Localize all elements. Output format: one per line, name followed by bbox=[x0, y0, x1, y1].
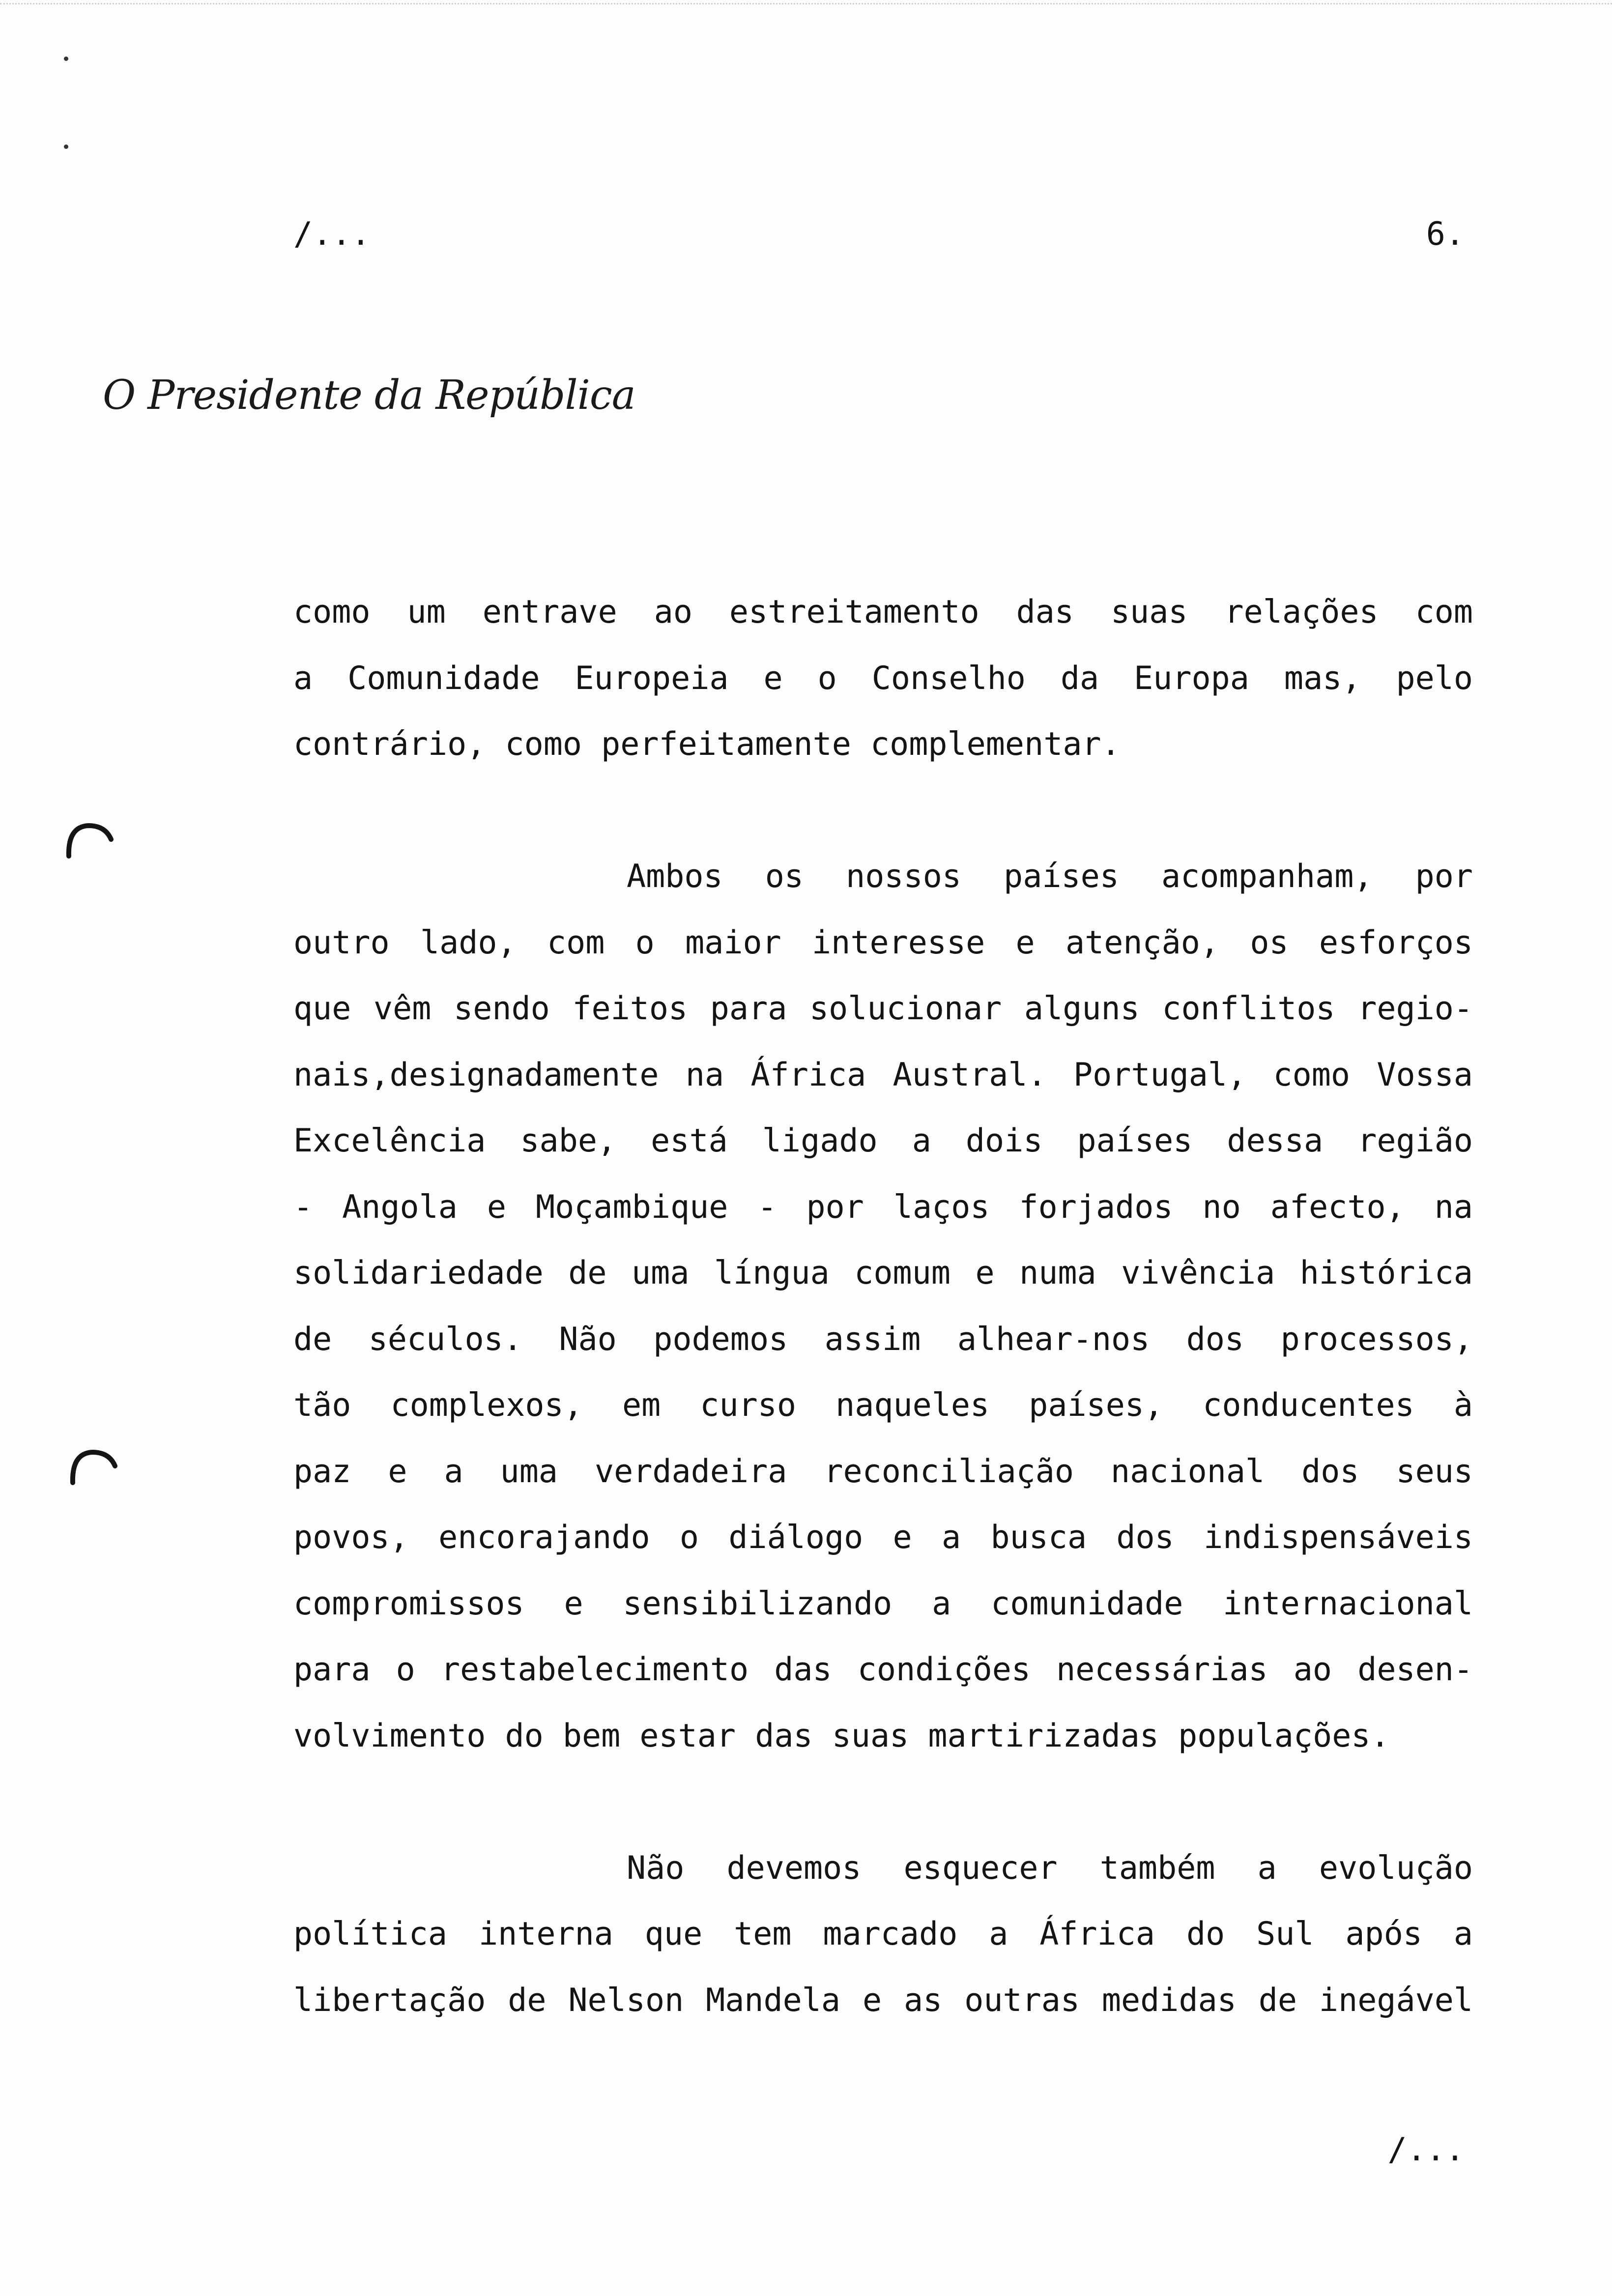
text-line: política interna que tem marcado a África do Sul após a bbox=[293, 1916, 1473, 1952]
text-line: para o restabelecimento das condições necessárias ao desen- bbox=[293, 1651, 1473, 1688]
footer-continuation-mark: /... bbox=[1387, 2131, 1465, 2168]
scan-edge-artifact bbox=[0, 3, 1612, 4]
text-line: nais,designadamente na África Austral. Portugal, como Vossa bbox=[293, 1056, 1473, 1093]
text-line: que vêm sendo feitos para solucionar alguns conflitos regio- bbox=[293, 990, 1473, 1027]
text-line: de séculos. Não podemos assim alhear-nos dos processos, bbox=[293, 1320, 1473, 1358]
punch-hole-mark bbox=[69, 1447, 118, 1487]
text-line: compromissos e sensibilizando a comunidade internacional bbox=[293, 1585, 1473, 1622]
header-continuation-mark: /... bbox=[293, 216, 371, 253]
text-line: Não devemos esquecer também a evolução bbox=[627, 1849, 1473, 1887]
text-line: tão complexos, em curso naqueles países, conducentes à bbox=[293, 1387, 1473, 1424]
text-line: a Comunidade Europeia e o Conselho da Europa mas, pelo bbox=[293, 660, 1473, 697]
paragraph bbox=[293, 844, 1473, 1769]
text-line: paz e a uma verdadeira reconciliação nacional dos seus bbox=[293, 1453, 1473, 1490]
text-line: solidariedade de uma língua comum e numa vivência histórica bbox=[293, 1255, 1473, 1292]
text-line: volvimento do bem estar das suas martirizadas populações. bbox=[293, 1717, 1390, 1754]
paragraph bbox=[293, 1836, 1473, 2034]
text-line: Excelência sabe, está ligado a dois países dessa região bbox=[293, 1122, 1473, 1159]
text-line: outro lado, com o maior interesse e atenção, os esforços bbox=[293, 924, 1473, 961]
text-line: Ambos os nossos países acompanham, por bbox=[627, 858, 1473, 895]
text-line: povos, encorajando o diálogo e a busca dos indispensáveis bbox=[293, 1519, 1473, 1556]
letterhead-title: O Presidente da República bbox=[103, 372, 635, 419]
text-line: contrário, como perfeitamente complementar. bbox=[293, 726, 1121, 763]
page-number: 6. bbox=[1426, 216, 1465, 253]
scan-speck bbox=[64, 57, 68, 61]
paragraph bbox=[293, 579, 1473, 778]
text-line: - Angola e Moçambique - por laços forjados no afecto, na bbox=[293, 1188, 1473, 1226]
letter-body bbox=[293, 579, 1473, 2034]
text-line: como um entrave ao estreitamento das suas relações com bbox=[293, 594, 1473, 631]
text-line: libertação de Nelson Mandela e as outras medidas de inegável bbox=[293, 1981, 1473, 2019]
scan-speck bbox=[64, 144, 68, 149]
punch-hole-mark bbox=[65, 821, 114, 860]
